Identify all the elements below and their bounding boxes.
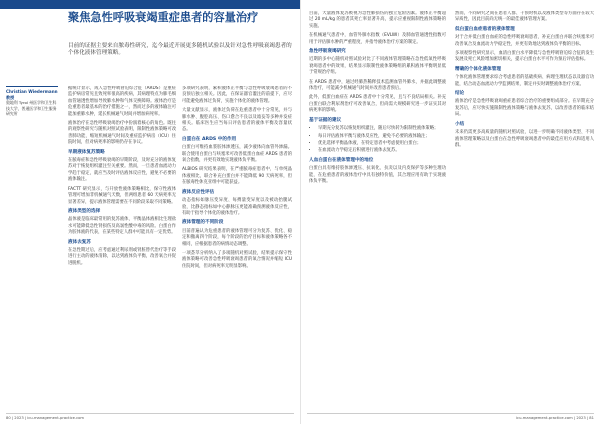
author-affiliation: 奥地利 Tyrol 州医学和卫生科技大学，普通医学和卫生服务研究所 — [6, 100, 57, 117]
body-paragraph: 此外，低蛋白血症在 ARDS 患者中十分常见，且与不良结局相关。补充白蛋白联合利尿剂治疗可改善氧合，但尚需大规模研究进一步证实其对病死率的影响。 — [309, 95, 446, 114]
body-paragraph: 白蛋白可维持血浆胶体渗透压，减少液体向血管外渗漏。联合使用白蛋白与呋塞米可改善低蛋白血症 ARDS 患者的氧合指数，并更有效地实现液体负平衡。 — [182, 145, 292, 164]
left-column-2 — [182, 86, 292, 408]
page-footer-right: icu-management-practice.com | 2023 | 81 — [516, 416, 594, 420]
body-paragraph: 多项研究表明，累积液体正平衡与急性呼吸衰竭患者的不良预后独立相关。因此，在保证器官灌注的前提下，应尽可能避免液体过负荷，实施个体化的液体管理。 — [182, 86, 292, 104]
body-paragraph: 白蛋白具有维持胶体渗透压、抗氧化、抗炎以及内皮保护等多种生理功能，在危重患者的液体治疗中具有独特价值，其合理应用有助于实现液体负平衡。 — [309, 166, 446, 184]
body-paragraph: 在脓毒症和急性呼吸衰竭的早期阶段，及时充分的液体复苏对于恢复组织灌注至关重要。然而，一旦患者血流动力学趋于稳定，就应当及时评估液体反应性，避免不必要的液体输注。 — [68, 158, 176, 183]
section-heading: 液体去复苏 — [68, 239, 91, 245]
page-footer-left: 80 | 2023 | icu-management-practice.com — [6, 416, 84, 420]
author-block — [6, 89, 60, 117]
author-name: Christian Wiedermann 教授 — [6, 89, 58, 100]
left-column-1 — [68, 86, 176, 408]
body-paragraph: 一项荟萃分析纳入了多项随机对照试验，结果提示保守性液体策略可改善急性呼吸衰竭患者的氧合情况并缩短 ICU 住院时间，但对病死率无明显影响。 — [182, 250, 292, 269]
article-title: 聚焦急性呼吸衰竭重症患者的容量治疗 — [68, 11, 259, 24]
body-paragraph: 个体化液体管理要求综合考虑患者的基础疾病、病理生理状态以及器官功能，结合动态血流动力学监测结果，制定并实时调整液体治疗方案。 — [455, 75, 594, 87]
section-heading: 结论 — [455, 91, 465, 97]
section-heading: 液体类型的选择 — [68, 208, 101, 214]
bullet-item: • 每日评估液体平衡与液体反应性，避免不必要的液体输注； — [318, 134, 446, 140]
body-paragraph: 对于合并低白蛋白血症的急性呼吸衰竭患者，补充白蛋白并联合呋塞米可改善氧合及血流动力学稳定性，并更有效地达到液体负平衡的目标。 — [455, 35, 594, 47]
top-accent-bar — [0, 0, 300, 9]
section-heading: 精确的个体化液体管理 — [455, 66, 501, 72]
body-paragraph: 动态指标如脉压变异度、每搏量变异度以及被动抬腿试验，比静态指标如中心静脉压更能准确预测液体反应性，有助于指导个体化的液体治疗。 — [182, 198, 292, 216]
right-column-2 — [455, 11, 594, 408]
body-paragraph: 据统计显示，成人急性呼吸窘迫综合征（ARDS）是重症监护病房常见且致死率很高的疾病，其病理特点为肺毛细血管通透性增加导致肺水肿和气体交换障碍。液体治疗是危重患者最基本的治疗措施之一，然而过多的液体输注可能加重肺水肿，延长机械通气时间并增加病死率。 — [68, 86, 176, 117]
right-page — [300, 0, 600, 424]
section-heading: 小结 — [455, 121, 465, 127]
section-heading: 急性呼吸衰竭研究 — [309, 49, 346, 55]
bullet-item: • 早期充分复苏以恢复组织灌注，随后尽快转为限制性液体策略； — [318, 126, 446, 132]
body-paragraph: 液体治疗是急性呼吸衰竭重症患者综合治疗的重要组成部分。在早期充分复苏后，应尽快实施限制性液体策略与液体去复苏，以改善患者的临床结局。 — [455, 99, 594, 118]
body-paragraph: 液体治疗在急性呼吸衰竭治疗中扮演着核心的角色。既往的观察性研究与随机对照试验表明，限制性液体策略可改善肺功能、缩短机械通气时间及重症监护病房（ICU）住院时间，但对病死率的影响仍存在争议。 — [68, 121, 176, 146]
author-divider — [6, 86, 58, 87]
bullet-item: • 优先选择平衡晶体液，在特定患者中考虑使用白蛋白； — [318, 141, 446, 147]
body-paragraph: 晶体液是临床最常用的复苏液体，平衡晶体液相比生理盐水可能降低急性肾损伤及高氯性酸中毒的风险。白蛋白作为胶体液的代表，在某些特定人群中可能具有一定优势。 — [68, 217, 176, 236]
section-heading: 人血白蛋白在液体管理中的地位 — [309, 157, 374, 163]
bullet-item: • 在血流动力学稳定后积极进行液体去复苏。 — [318, 148, 446, 154]
body-paragraph: 然而，不同研究之间在患者人群、干预时机以及液体类型等方面存在较大异质性，因此目前尚无统一的最佳液体管理方案。 — [455, 11, 594, 23]
body-paragraph: 近期的多中心随机对照试验对比了不同液体管理策略在急性低氧性呼吸衰竭患者中的效果，结果显示限制性液体策略组的累积液体平衡明显低于常规治疗组。 — [309, 57, 446, 76]
article-subtitle: 目前的证据主要来自脓毒性研究，迄今最近开展更多随机试验以及针对急性呼吸衰竭患者的个体化液体管理策略。 — [68, 43, 292, 57]
footer-divider — [307, 413, 594, 414]
section-heading: 早期液体复苏策略 — [68, 149, 105, 155]
body-paragraph: 多项观察性研究显示，血清白蛋白水平降低与急性呼吸窘迫综合征的发生发展及死亡风险增加密切相关，提示白蛋白水平可作为预后评估指标。 — [455, 51, 594, 63]
right-column-1 — [309, 11, 446, 408]
section-heading: 低白蛋白血症患者的液体管理 — [455, 26, 515, 32]
body-paragraph: ALBIOS 研究结果表明，在严重脓毒症患者中，与单纯晶体液相比，联合补充白蛋白并不能降低 90 天病死率，但在脓毒性休克亚组中可能获益。 — [182, 167, 292, 186]
body-paragraph: 在急性期过后，应考虑通过利尿剂或肾脏替代治疗等手段进行主动的液体清除，以达到液体负平衡，改善氧合并促进脱机。 — [68, 247, 176, 266]
body-paragraph: 未来仍需更多高质量的随机对照试验，以进一步明确不同液体类型、不同液体管理策略以及白蛋白在急性呼吸衰竭患者中的最佳应用方式和适用人群。 — [455, 130, 594, 148]
body-paragraph: 目前，大量液体复苏被视为急性肺损伤的独立危险因素。液体正平衡超过 20 mL/kg 的患者其死亡率显著升高，提示应重视限制性液体策略的实施。 — [309, 11, 446, 29]
section-heading: 液体反应性评估 — [182, 189, 215, 195]
footer-divider — [6, 413, 294, 414]
body-paragraph: 在机械通气患者中，血管外肺水指数（EVLWI）及肺血管通透性指数可用于评估肺水肿的严重程度，并指导液体治疗方案的制定。 — [309, 33, 446, 45]
body-paragraph: FACTT 研究显示，与开放性液体策略相比，保守性液体管理可增加非机械通气天数，但两组患者 60 天病死率无显著差异，提示液体管理需要在不同阶段采取不同策略。 — [68, 186, 176, 205]
section-heading: 液体管理的不同阶段 — [182, 220, 224, 226]
body-paragraph: 目前普遍认为危重患者的液体管理可分为复苏、优化、稳定和撤离四个阶段，每个阶段的治疗目标和液体策略各不相同，应根据患者的病情动态调整。 — [182, 228, 292, 247]
body-paragraph: 大量文献显示，液体过负荷在危重患者中十分常见，并与肺水肿、腹腔高压、伤口愈合不良以及谵妄等多种并发症相关。临床医生应当每日评估患者的液体平衡及容量状态。 — [182, 108, 292, 133]
bullet-list — [309, 126, 446, 155]
section-heading: 白蛋白在 ARDS 中的作用 — [182, 136, 237, 142]
body-paragraph: 在 ARDS 患者中，通过经肺热稀释技术监测血管外肺水，并据此调整液体治疗，可能减少机械通气时间并改善患者预后。 — [309, 79, 446, 92]
section-heading: 基于证据的建议 — [309, 117, 342, 123]
